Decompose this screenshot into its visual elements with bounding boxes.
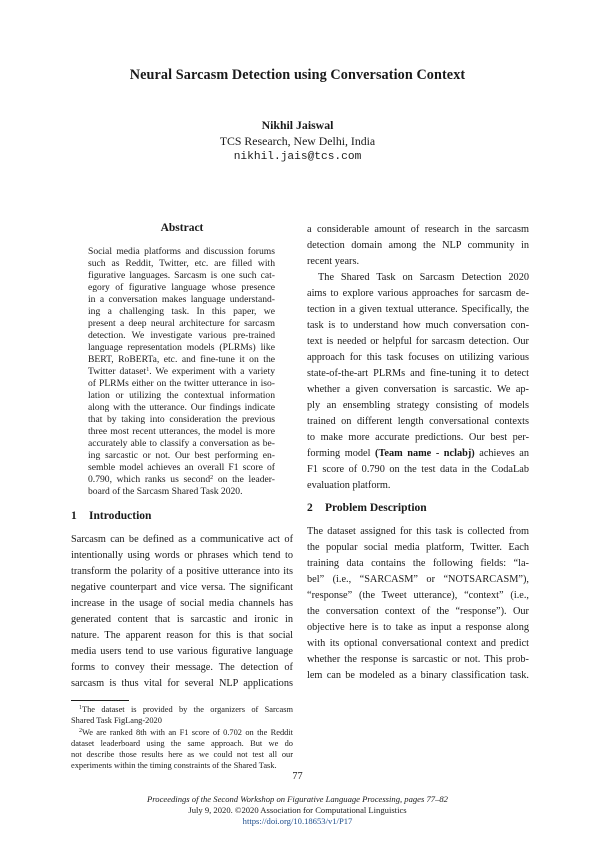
- footnote-line: Shared Task FigLang-2020: [71, 716, 162, 725]
- footer-doi-link[interactable]: https://doi.org/10.18653/v1/P17: [242, 816, 353, 826]
- footnote-marker: 1: [79, 705, 82, 711]
- body-line: intentionally using words or phrases which tend to: [71, 550, 293, 561]
- body-line: The Shared Task on Sarcasm Detection 2020: [318, 272, 529, 283]
- body-line: to make more accurate predictions. Our best per-: [307, 432, 529, 443]
- body-line: training data contains the following fields: “la-: [307, 558, 529, 569]
- body-line: aims to explore various approaches for sarcasm de-: [307, 288, 529, 299]
- body-line: state-of-the-art PLRMs and fine-tuning it to detect: [307, 368, 529, 379]
- abstract-line: language representation models (PLRMs) like: [88, 342, 275, 353]
- body-line: nature. The apparent reason for this is that social: [71, 630, 293, 641]
- body-line: trained on different length conversational contexts: [307, 416, 529, 427]
- section-heading-problem-description: [307, 502, 427, 514]
- abstract-line: accurately able to classify a conversation as be-: [88, 438, 275, 449]
- body-line: the popular social media platform, Twitter. Each: [307, 542, 529, 553]
- body-line: transform the polarity of a positive utterance into its: [71, 566, 293, 577]
- body-line: generated content that is sarcastic and ironic in: [71, 614, 293, 625]
- abstract-line: Social media platforms and discussion forums: [88, 246, 275, 257]
- author-block: [0, 117, 595, 165]
- abstract-line: semble model achieves an overall F1 score of: [88, 462, 275, 473]
- body-line: sarcasm is thus vital for several NLP applications: [71, 678, 293, 689]
- footnote-rule: [71, 700, 129, 701]
- body-line: objective here is to take as input a response along: [307, 622, 529, 633]
- body-line: the conversation context of the “response”). Our: [307, 606, 529, 617]
- footnote-marker: 1: [146, 367, 150, 373]
- abstract-line: [88, 474, 275, 486]
- section-title: Introduction: [89, 510, 152, 522]
- footnote-line: [71, 704, 293, 715]
- footnote-line: [71, 727, 293, 738]
- body-line-text: achieves an: [474, 448, 529, 459]
- section-number: 2: [307, 502, 313, 514]
- author-email: nikhil.jais@tcs.com: [233, 151, 362, 163]
- body-line: [307, 446, 529, 462]
- abstract-line: in a conversation makes language understand-: [88, 294, 275, 305]
- body-line-text: forming model: [307, 448, 371, 459]
- author-affiliation: TCS Research, New Delhi, India: [219, 134, 376, 148]
- body-line: ply an ensembling strategy consisting of models: [307, 400, 529, 411]
- body-line: lem can be modeled as a binary classification task.: [307, 670, 529, 681]
- body-line: media users tend to use various figurative language: [71, 646, 293, 657]
- footnote-line: experiments within the timing constraints of the Shared Task.: [71, 761, 277, 770]
- abstract-line: such as Reddit, Twitter, etc. are filled with: [88, 258, 275, 269]
- abstract-line-text: on the leader-: [213, 474, 275, 485]
- footnote-line: dataset leaderboard using the same approach. But we do: [71, 739, 293, 748]
- abstract-line-text: 0.790, which ranks us second: [88, 474, 211, 485]
- body-line: forms to convey their message. The detection of: [71, 662, 293, 673]
- paper-title: Neural Sarcasm Detection using Conversation Context: [129, 67, 466, 83]
- body-line: negative counterpart and vice versa. The significant: [71, 582, 293, 593]
- abstract-line: of PLRMs either on the twitter utterance in iso-: [88, 378, 275, 389]
- body-line: approach for this task focuses on utilizing various: [307, 352, 529, 363]
- team-name: (Team name - nclabj): [375, 448, 475, 459]
- abstract-line: board of the Sarcasm Shared Task 2020.: [88, 486, 243, 497]
- body-line: Sarcasm can be defined as a communicative act of: [71, 534, 293, 545]
- abstract-line: present a deep neural architecture for sarcasm: [88, 318, 275, 329]
- body-line: with its optional conversational context and predict: [307, 638, 529, 649]
- abstract-line: BERT, RoBERTa, etc. and fine-tune it on the: [88, 354, 275, 365]
- body-line: “response” (the Tweet utterance), “context” (i.e.,: [307, 590, 529, 601]
- footnote-text: The dataset is provided by the organizers of Sarcasm: [82, 705, 293, 714]
- abstract-heading: Abstract: [160, 222, 204, 234]
- body-line: task is to understand how much conversation con-: [307, 320, 529, 331]
- body-line: tection in a given textual utterance. Specifically, the: [307, 304, 529, 315]
- abstract-line: ing a challenging task. In this paper, we: [88, 306, 275, 317]
- abstract-line: detection. We investigate various pre-trained: [88, 330, 275, 341]
- footer-date-copyright: July 9, 2020. ©2020 Association for Computational Linguistics: [188, 805, 407, 815]
- body-line: bel” (i.e., “SARCASM” or “NOTSARCASM”),: [307, 574, 529, 585]
- abstract-line: lation or utilizing the contextual information: [88, 390, 275, 401]
- abstract-line-text: Twitter dataset: [88, 366, 147, 377]
- section-number: 1: [71, 510, 77, 522]
- section-title: Problem Description: [325, 502, 427, 514]
- footnote-marker: 2: [210, 475, 214, 481]
- body-line: detection domain among the NLP community in: [307, 240, 529, 251]
- abstract-line: along with the utterance. Our findings indicate: [88, 402, 275, 413]
- abstract-line: egory of figurative language whose presence: [88, 282, 275, 293]
- footnote-marker: 2: [79, 728, 82, 734]
- abstract-line-text: . We experiment with a variety: [149, 366, 275, 377]
- footer-proceedings: Proceedings of the Second Workshop on Figurative Language Processing, pages 77–82: [147, 794, 448, 804]
- author-name: Nikhil Jaiswal: [261, 118, 334, 132]
- footnote-text: We are ranked 8th with an F1 score of 0.702 on the Reddit: [82, 728, 293, 737]
- body-line: text is needed or helpful for sarcasm detection. Our: [307, 336, 529, 347]
- body-line: a considerable amount of research in the sarcasm: [307, 224, 529, 235]
- body-line: recent years.: [307, 256, 360, 267]
- abstract-line: figurative languages. Sarcasm is one such cat-: [88, 270, 275, 281]
- abstract-line: ing sarcastic or not. Our best performing en-: [88, 450, 275, 461]
- abstract-line: three most recent utterances, the model is more: [88, 426, 275, 437]
- section-heading-introduction: [71, 510, 151, 522]
- body-line: The dataset assigned for this task is collected from: [307, 526, 529, 537]
- body-line: evaluation platform.: [307, 480, 391, 491]
- body-line: whether the response is sarcastic or not. This prob-: [307, 654, 529, 665]
- body-line: whether a given conversation is sarcastic. We ap-: [307, 384, 529, 395]
- abstract-line: [88, 366, 275, 378]
- body-line: increase in the usage of social media channels has: [71, 598, 293, 609]
- abstract-line: that by taking into consideration the previous: [88, 414, 275, 425]
- page-number: 77: [292, 771, 303, 782]
- footnote-line: not describe those results here as we could not test all our: [71, 750, 293, 759]
- body-line: F1 score of 0.790 on the test data in the CodaLab: [307, 464, 529, 475]
